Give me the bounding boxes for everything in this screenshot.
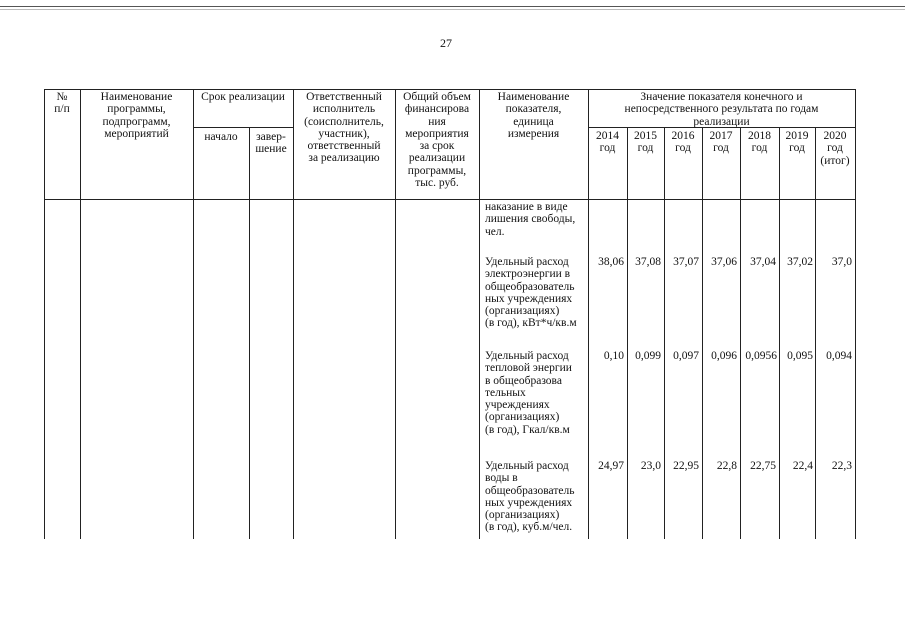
period-subheader-line bbox=[193, 127, 293, 128]
header-year-2016: 2016 год bbox=[671, 130, 695, 155]
col-divider-num bbox=[80, 89, 81, 539]
col-divider-2019 bbox=[815, 127, 816, 539]
row3-value-2014: 0,10 bbox=[603, 350, 624, 362]
row2-value-2018: 37,04 bbox=[750, 256, 776, 268]
row1-indicator: наказание в виде лишения свободы, чел. bbox=[485, 201, 576, 238]
table-left-border bbox=[44, 89, 45, 539]
row4-value-2016: 22,95 bbox=[673, 460, 699, 472]
header-funding: Общий объем финансирова ния мероприятия за срок реализации программы, тыс. руб. bbox=[403, 91, 471, 190]
row4-value-2015: 23,0 bbox=[640, 460, 661, 472]
page-number: 27 bbox=[440, 36, 452, 50]
header-bottom-border bbox=[44, 199, 856, 200]
col-divider-2017 bbox=[740, 127, 741, 539]
row3-value-2015: 0,099 bbox=[635, 350, 661, 362]
row2-indicator: Удельный расход электроэнергии в общеобразователь ных учреждениях (организациях) (в год), кВт*ч/кв.м bbox=[485, 256, 577, 330]
header-end: завер- шение bbox=[255, 131, 287, 156]
row2-value-2014: 38,06 bbox=[598, 256, 624, 268]
col-divider-2014 bbox=[627, 127, 628, 539]
col-divider-name bbox=[193, 89, 194, 539]
row2-value-2015: 37,08 bbox=[635, 256, 661, 268]
row3-value-2019: 0,095 bbox=[787, 350, 813, 362]
header-year-2018: 2018 год bbox=[748, 130, 771, 155]
header-year-2019: 2019 год bbox=[785, 130, 809, 155]
table-right-border bbox=[855, 89, 856, 539]
header-indicator: Наименование показателя, единица измерения bbox=[497, 91, 570, 140]
row3-value-2018: 0,0956 bbox=[745, 350, 777, 362]
row2-value-2020: 37,0 bbox=[831, 256, 852, 268]
row4-indicator: Удельный расход воды в общеобразователь ных учреждениях (организациях) (в год), куб.м/чел. bbox=[485, 460, 575, 534]
col-divider-start bbox=[249, 127, 250, 539]
row4-value-2014: 24,97 bbox=[598, 460, 624, 472]
row3-value-2017: 0,096 bbox=[711, 350, 737, 362]
row2-value-2019: 37,02 bbox=[787, 256, 813, 268]
col-divider-funding bbox=[479, 89, 480, 539]
row3-value-2020: 0,094 bbox=[826, 350, 852, 362]
header-num: № п/п bbox=[54, 91, 70, 116]
header-year-2015: 2015 год bbox=[634, 130, 657, 155]
header-year-2014: 2014 год bbox=[596, 130, 619, 155]
col-divider-2016 bbox=[702, 127, 703, 539]
header-program-name: Наименование программы, подпрограмм, мероприятий bbox=[100, 91, 173, 140]
header-period: Срок реализации bbox=[201, 91, 285, 103]
col-divider-2015 bbox=[664, 127, 665, 539]
header-start: начало bbox=[204, 131, 238, 143]
col-divider-2018 bbox=[779, 127, 780, 539]
header-values: Значение показателя конечного и непосредственного результата по годам реализации bbox=[624, 91, 819, 128]
table-top-border bbox=[44, 89, 856, 90]
header-year-2017: 2017 год bbox=[709, 130, 733, 155]
row3-value-2016: 0,097 bbox=[673, 350, 699, 362]
header-responsible: Ответственный исполнитель (соисполнитель, участник), ответственный за реализацию bbox=[304, 91, 384, 165]
row4-value-2017: 22,8 bbox=[716, 460, 737, 472]
row4-value-2020: 22,3 bbox=[831, 460, 852, 472]
row4-value-2018: 22,75 bbox=[750, 460, 776, 472]
row2-value-2016: 37,07 bbox=[673, 256, 699, 268]
row4-value-2019: 22,4 bbox=[792, 460, 813, 472]
header-year-2020: 2020 год (итог) bbox=[820, 130, 850, 167]
row2-value-2017: 37,06 bbox=[711, 256, 737, 268]
row3-indicator: Удельный расход тепловой энергии в общеобразова тельных учреждениях (организациях) (в год), Гкал/кв.м bbox=[485, 350, 572, 436]
